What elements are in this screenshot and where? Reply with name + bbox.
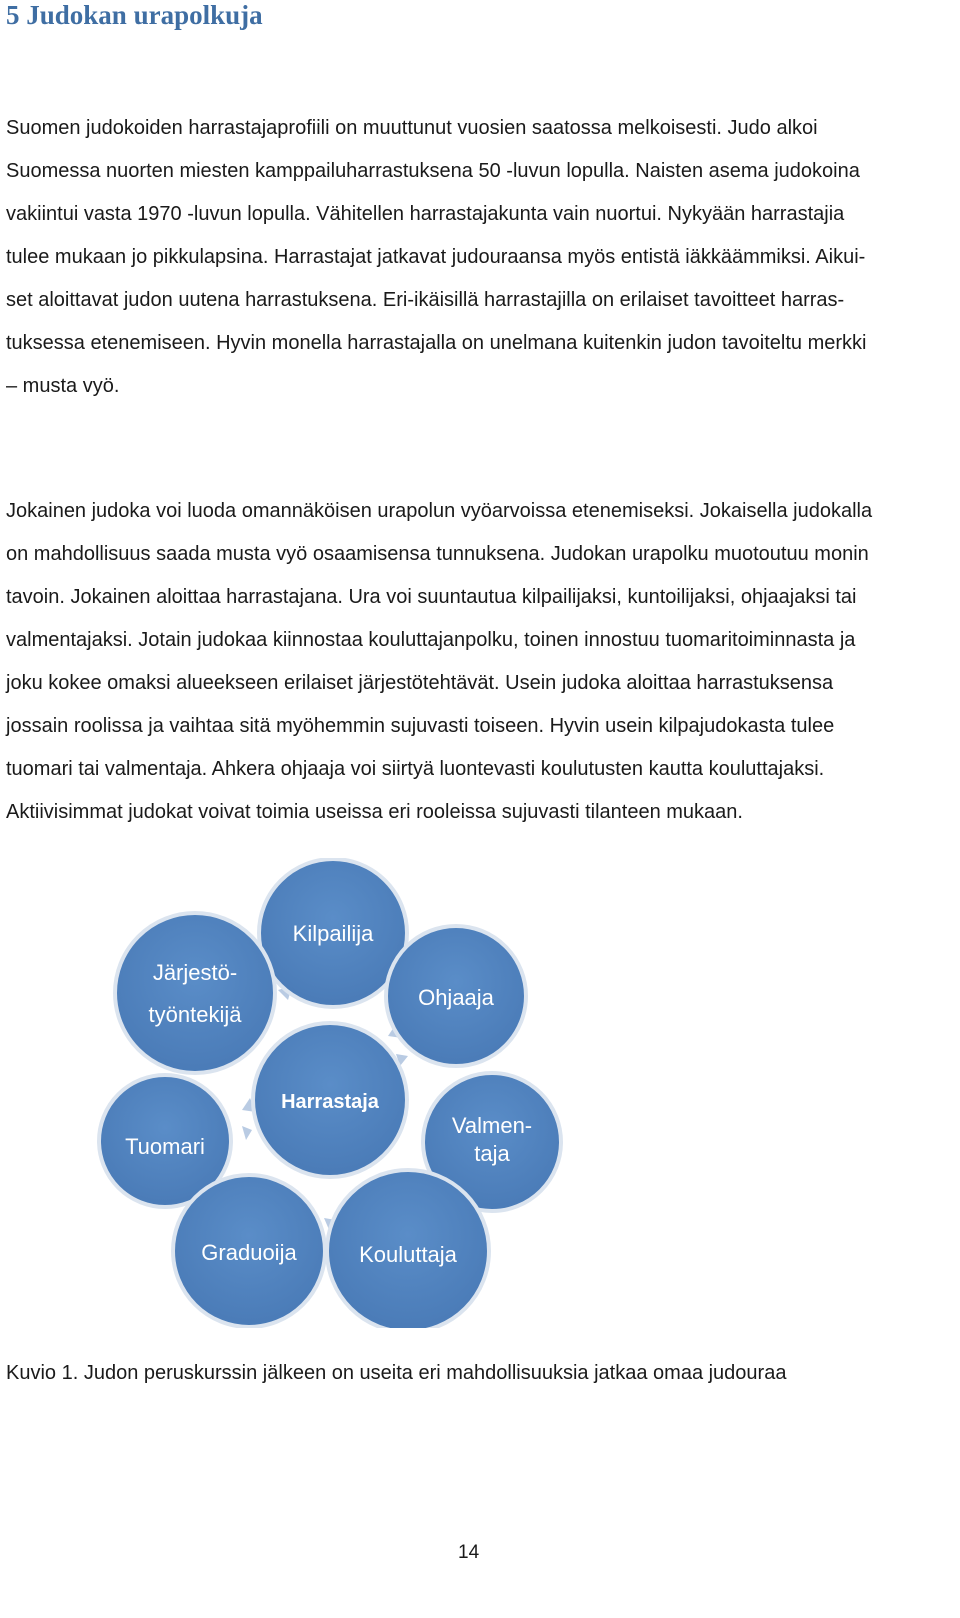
paragraph-2: [6, 490, 941, 834]
paragraph-1: [6, 107, 941, 408]
paragraph-line: jossain roolissa ja vaihtaa sitä myöhemmin sujuvasti toiseen. Hyvin usein kilpajudokasta tulee: [6, 715, 835, 737]
role-label: työntekijä: [148, 1002, 242, 1027]
role-label: Valmen-: [451, 1113, 533, 1138]
page-number: 14: [458, 1542, 480, 1563]
paragraph-line: joku kokee omaksi alueekseen erilaiset järjestötehtävät. Usein judoka aloittaa harrastuksensa: [6, 672, 834, 694]
figure-caption: Kuvio 1. Judon peruskurssin jälkeen on useita eri mahdollisuuksia jatkaa omaa judouraa: [6, 1362, 787, 1384]
role-harrastaja: [253, 1023, 407, 1177]
paragraph-line: tavoin. Jokainen aloittaa harrastajana. Ura voi suuntautua kilpailijaksi, kuntoilijaksi, ohjaajaksi tai: [6, 586, 857, 608]
role-graduoija: [173, 1175, 325, 1327]
paragraph-line: Aktiivisimmat judokat voivat toimia useissa eri rooleissa sujuvasti tilanteen mukaan.: [6, 801, 743, 823]
role-kouluttaja: [327, 1170, 489, 1328]
role-label: Järjestö-: [152, 960, 238, 985]
role-circle: [115, 913, 275, 1073]
role-label: Graduoija: [201, 1240, 297, 1265]
paragraph-line: tulee mukaan jo pikkulapsina. Harrastajat jatkavat judouraansa myös entistä iäkkäämmiksi. Aikui-: [6, 246, 866, 268]
center-label: Harrastaja: [281, 1091, 379, 1113]
role-ohjaaja: [386, 926, 526, 1066]
paragraph-line: Suomessa nuorten miesten kamppailuharrastuksena 50 -luvun lopulla. Naisten asema judokoina: [6, 160, 860, 182]
role-label: Kouluttaja: [359, 1242, 457, 1267]
paragraph-line: Jokainen judoka voi luoda omannäköisen urapolun vyöarvoissa etenemiseksi. Jokaisella judokalla: [6, 500, 873, 522]
role-label: taja: [474, 1141, 510, 1166]
section-heading: 5 Judokan urapolkuja: [6, 0, 263, 30]
paragraph-line: – musta vyö.: [6, 375, 120, 397]
role-label: Ohjaaja: [418, 985, 494, 1010]
role-kilpailija: [259, 859, 407, 1007]
paragraph-line: vakiintui vasta 1970 -luvun lopulla. Vähitellen harrastajakunta vain nuortui. Nykyään harrastajia: [6, 203, 845, 225]
role-jarjestotyontekija: [115, 913, 275, 1073]
paragraph-line: tuomari tai valmentaja. Ahkera ohjaaja voi siirtyä luontevasti koulutusten kautta kouluttajaksi.: [6, 758, 825, 780]
role-label: Kilpailija: [292, 921, 374, 946]
paragraph-line: set aloittavat judon uutena harrastuksena. Eri-ikäisillä harrastajilla on erilaiset tavoitteet harras-: [6, 289, 845, 311]
paragraph-line: tuksessa etenemiseen. Hyvin monella harrastajalla on unelmana kuitenkin judon tavoiteltu merkki: [6, 332, 867, 354]
career-paths-diagram: [90, 858, 580, 1328]
paragraph-line: on mahdollisuus saada musta vyö osaamisensa tunnuksena. Judokan urapolku muotoutuu monin: [6, 543, 869, 565]
paragraph-line: valmentajaksi. Jotain judokaa kiinnostaa kouluttajanpolku, toinen innostuu tuomaritoiminnasta ja: [6, 629, 856, 651]
arrow-icon: [242, 1126, 252, 1140]
paragraph-line: Suomen judokoiden harrastajaprofiili on muuttunut vuosien saatossa melkoisesti. Judo alkoi: [6, 117, 818, 139]
role-label: Tuomari: [125, 1134, 205, 1159]
